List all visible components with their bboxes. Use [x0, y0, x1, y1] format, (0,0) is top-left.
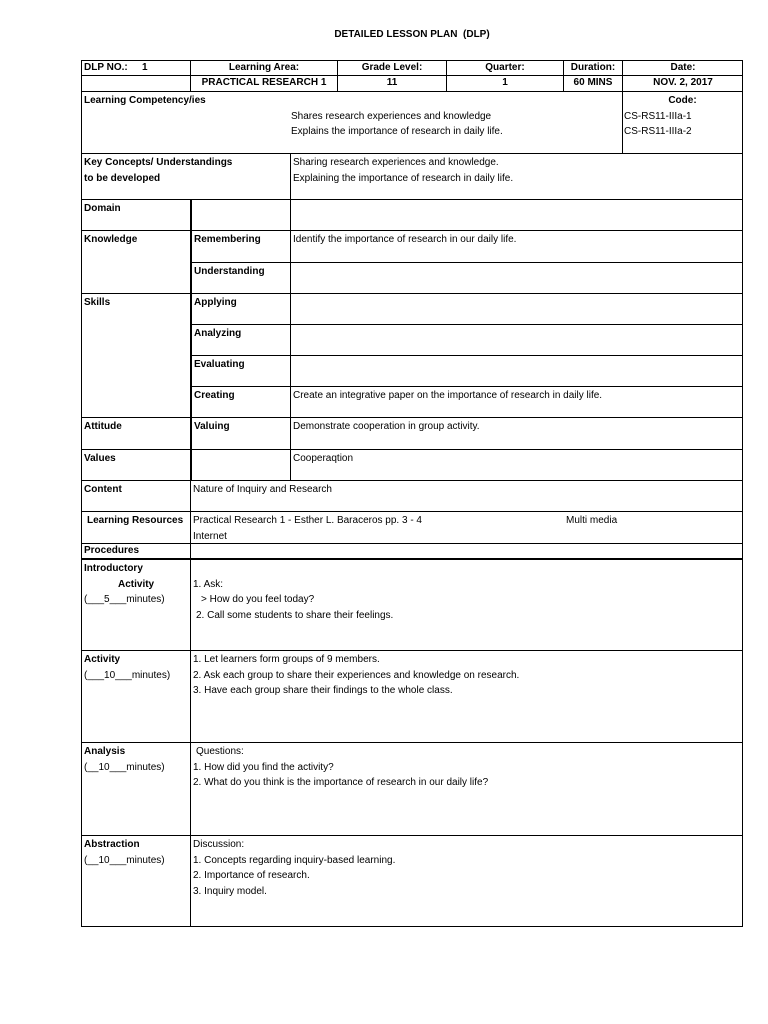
key-concepts-label: [81, 153, 290, 199]
content-value: Nature of Inquiry and Research: [190, 480, 743, 511]
grade-level-label: Grade Level:: [337, 60, 446, 75]
step-intro-label: [81, 558, 190, 650]
step-abstraction-content: [190, 835, 743, 927]
level-applying: Applying: [190, 293, 290, 324]
date-value: NOV. 2, 2017: [622, 75, 743, 91]
step-minutes: (___10___minutes): [84, 669, 171, 681]
level-valuing: Valuing: [190, 417, 290, 449]
step-analysis-label: [81, 742, 190, 835]
step-line: 1. How did you find the activity?: [193, 761, 334, 773]
competency-item: Explains the importance of research in daily life.: [291, 126, 503, 137]
competency-cell: [81, 91, 622, 153]
step-line: 1. Concepts regarding inquiry-based learning.: [193, 854, 396, 866]
values-level: [190, 449, 290, 480]
grade-level-value: 11: [337, 75, 446, 91]
domain-label: Domain: [81, 199, 190, 230]
procedures-blank: [190, 543, 743, 558]
key-concepts-content: [290, 153, 743, 199]
quarter-value: 1: [446, 75, 563, 91]
step-minutes: (__10___minutes): [84, 761, 165, 773]
values-label: Values: [81, 449, 190, 480]
competency-code: CS-RS11-IIIa-2: [624, 126, 692, 137]
step-line: Discussion:: [193, 839, 245, 850]
step-analysis-content: [190, 742, 743, 835]
objective-analyzing: [290, 324, 743, 355]
step-line: 2. Call some students to share their feelings.: [196, 609, 394, 621]
values-objective: Cooperaqtion: [290, 449, 743, 480]
step-line: 3. Have each group share their findings to the whole class.: [193, 685, 453, 696]
skills-label: Skills: [81, 293, 190, 417]
domain-objective-cell: [290, 199, 743, 230]
step-title: Activity: [118, 578, 155, 590]
header-blank-cell: [81, 75, 190, 91]
competency-item: Shares research experiences and knowledge: [291, 110, 492, 122]
content-label: Content: [81, 480, 190, 511]
level-analyzing: Analyzing: [190, 324, 290, 355]
competency-label: Learning Competency/ies: [84, 95, 206, 106]
level-understanding: Understanding: [190, 262, 290, 293]
objective-creating: Create an integrative paper on the importance of research in daily life.: [290, 386, 743, 417]
competency-code: CS-RS11-IIIa-1: [624, 110, 692, 122]
step-title: Analysis: [84, 746, 126, 757]
step-line: > How do you feel today?: [201, 594, 315, 605]
level-evaluating: Evaluating: [190, 355, 290, 386]
step-line: 2. Importance of research.: [193, 870, 310, 881]
quarter-label: Quarter:: [446, 60, 563, 75]
step-abstraction-label: [81, 835, 190, 927]
objective-valuing: Demonstrate cooperation in group activity.: [290, 417, 743, 449]
procedures-label: Procedures: [81, 543, 190, 558]
step-title: Activity: [84, 654, 121, 665]
competency-list: [291, 109, 503, 140]
objective-applying: [290, 293, 743, 324]
step-title: Abstraction: [84, 839, 140, 850]
step-line: 2. What do you think is the importance of research in our daily life?: [193, 777, 489, 788]
date-label: Date:: [622, 60, 743, 75]
document-title: DETAILED LESSON PLAN (DLP): [334, 29, 490, 40]
step-line: 1. Let learners form groups of 9 members.: [193, 654, 380, 665]
level-remembering: Remembering: [190, 230, 290, 262]
key-concepts-label-line: to be developed: [84, 172, 161, 184]
step-activity-label: [81, 650, 190, 742]
code-cell: [622, 91, 743, 153]
duration-label: Duration:: [563, 60, 622, 75]
step-minutes: (__10___minutes): [84, 854, 165, 866]
step-line: 2. Ask each group to share their experiences and knowledge on research.: [193, 669, 520, 681]
key-concept-item: Explaining the importance of research in daily life.: [293, 172, 514, 184]
resources-label: Learning Resources: [81, 511, 190, 543]
code-label: Code:: [668, 95, 697, 106]
objective-remembering: Identify the importance of research in our daily life.: [290, 230, 743, 262]
resource-media: Multi media: [566, 515, 618, 526]
step-activity-content: [190, 650, 743, 742]
learning-area-label: Learning Area:: [190, 60, 337, 75]
step-line: 1. Ask:: [193, 578, 224, 590]
dlp-no-cell: [81, 60, 190, 75]
step-line: Questions:: [196, 746, 244, 757]
duration-value: 60 MINS: [563, 75, 622, 91]
step-line: 3. Inquiry model.: [193, 885, 267, 897]
dlp-no-value: 1: [142, 62, 148, 73]
resource-internet: Internet: [193, 530, 227, 542]
key-concepts-label-line: Key Concepts/ Understandings: [84, 157, 233, 168]
dlp-no-label: DLP NO.:: [84, 62, 128, 73]
key-concept-item: Sharing research experiences and knowledge.: [293, 157, 499, 168]
objective-evaluating: [290, 355, 743, 386]
resources-content: [190, 511, 743, 543]
step-minutes: (___5___minutes): [84, 594, 165, 605]
attitude-label: Attitude: [81, 417, 190, 449]
resource-book: Practical Research 1 - Esther L. Baraceros pp. 3 - 4: [193, 515, 422, 526]
step-title: Introductory: [84, 563, 143, 574]
knowledge-label: Knowledge: [81, 230, 190, 293]
domain-level-cell: [190, 199, 290, 230]
level-creating: Creating: [190, 386, 290, 417]
objective-understanding: [290, 262, 743, 293]
learning-area-value: PRACTICAL RESEARCH 1: [190, 75, 337, 91]
step-intro-content: [190, 558, 743, 650]
